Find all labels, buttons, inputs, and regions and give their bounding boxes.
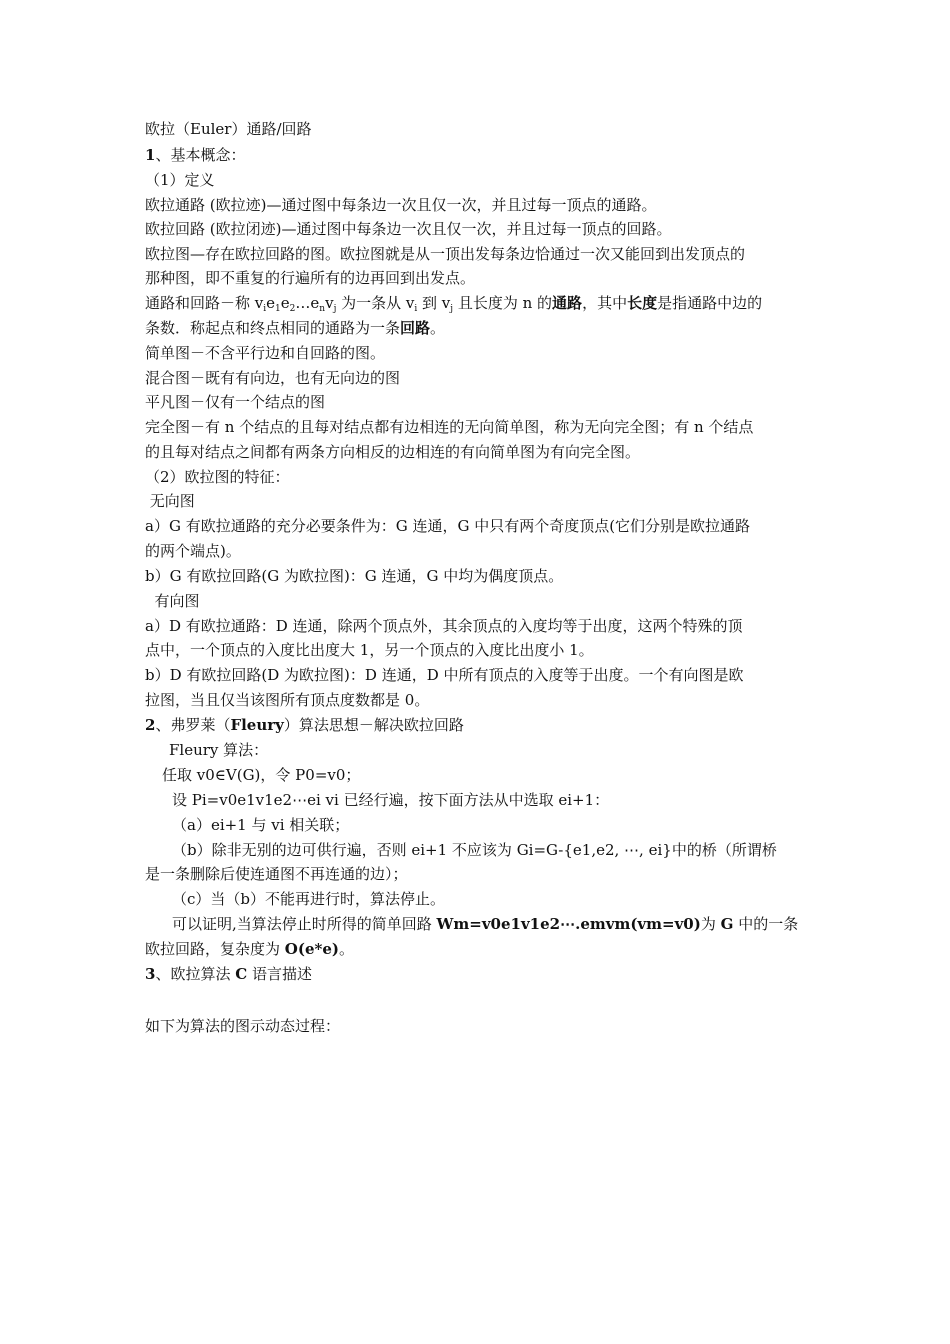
bold-term: 长度 xyxy=(627,294,658,312)
text-run: 通路和回路－称 v xyxy=(145,294,264,312)
def-complete-graph-line-1: 完全图－有 n 个结点的且每对结点都有边相连的无向简单图，称为无向完全图；有 n 个结点 xyxy=(145,418,754,436)
proof-line-1 xyxy=(172,914,837,934)
def-complete-graph-line-2: 的且每对结点之间都有两条方向相反的边相连的有向简单图为有向完全图。 xyxy=(145,443,641,461)
section-number: 2 xyxy=(145,716,156,734)
text-run: …e xyxy=(295,294,320,312)
text-run: 、弗罗莱（ xyxy=(155,716,231,734)
algorithm-step-a: （a）ei+1 与 vi 相关联； xyxy=(172,816,350,834)
text-run: 为一条从 v xyxy=(336,294,415,312)
text-run: 。 xyxy=(338,940,354,958)
figure-intro-text: 如下为算法的图示动态过程： xyxy=(145,1017,341,1035)
text-run: 到 v xyxy=(417,294,451,312)
directed-b-line-2: 拉图，当且仅当该图所有顶点度数都是 0。 xyxy=(145,691,430,709)
undirected-a-line-1: a）G 有欧拉通路的充分必要条件为：G 连通，G 中只有两个奇度顶点(它们分别是欧拉通路 xyxy=(145,517,751,535)
algorithm-step-0: 任取 v0∈V(G)，令 P0=v0； xyxy=(162,766,361,784)
text-run: ，其中 xyxy=(582,294,628,312)
text-run: 语言描述 xyxy=(247,965,312,983)
text-run: 。 xyxy=(430,319,446,337)
text-run: 、欧拉算法 xyxy=(155,965,236,983)
subscript: 2 xyxy=(289,304,296,314)
def-euler-path: 欧拉通路 (欧拉迹)—通过图中每条边一次且仅一次，并且过每一顶点的通路。 xyxy=(145,196,657,214)
undirected-b: b）G 有欧拉回路(G 为欧拉图)：G 连通，G 中均为偶度顶点。 xyxy=(145,567,564,585)
section-2-heading xyxy=(145,715,810,735)
text-run: 且长度为 n 的 xyxy=(453,294,553,312)
def-mixed-graph: 混合图－既有有向边，也有无向边的图 xyxy=(145,369,401,387)
algorithm-step-b-line-1: （b）除非无别的边可供行遍，否则 ei+1 不应该为 Gi=G-{e1,e2, ⋯, ei}中的桥（所谓桥 xyxy=(172,841,777,859)
bold-term: Fleury xyxy=(230,716,284,734)
text-run: e xyxy=(280,294,290,312)
def-walk-line-2 xyxy=(145,318,810,338)
text-run: 可以证明,当算法停止时所得的简单回路 xyxy=(172,915,437,933)
proof-line-2 xyxy=(145,939,810,959)
def-trivial-graph: 平凡图－仅有一个结点的图 xyxy=(145,393,326,411)
text-run: e xyxy=(266,294,276,312)
def-walk-line-1 xyxy=(145,293,810,313)
subscript: j xyxy=(333,304,337,314)
document-title: 欧拉（Euler）通路/回路 xyxy=(145,120,312,138)
text-run: 为 xyxy=(700,915,721,933)
text-run: 欧拉回路，复杂度为 xyxy=(145,940,285,958)
undirected-heading: 无向图 xyxy=(145,492,195,510)
subscript: j xyxy=(450,304,454,314)
bold-term: C xyxy=(235,965,248,983)
text-run: ）算法思想－解决欧拉回路 xyxy=(283,716,464,734)
section-1-heading xyxy=(145,145,810,165)
bold-term: O(e*e) xyxy=(284,940,339,958)
text-run: 是指通路中边的 xyxy=(657,294,763,312)
text-run: 中的一条 xyxy=(733,915,799,933)
subscript: 1 xyxy=(275,304,281,314)
algorithm-step-b-line-2: 是一条删除后使连通图不再连通的边）； xyxy=(145,865,408,883)
def-euler-graph-line-2: 那种图，即不重复的行遍所有的边再回到出发点。 xyxy=(145,269,476,287)
def-simple-graph: 简单图－不含平行边和自回路的图。 xyxy=(145,344,386,362)
section-number: 3 xyxy=(145,965,156,983)
undirected-a-line-2: 的两个端点)。 xyxy=(145,542,241,560)
algorithm-step-1: 设 Pi=v0e1v1e2⋯ei vi 已经行遍，按下面方法从中选取 ei+1： xyxy=(172,791,610,809)
directed-a-line-2: 点中，一个顶点的入度比出度大 1，另一个顶点的入度比出度小 1。 xyxy=(145,641,594,659)
bold-term: 通路 xyxy=(552,294,583,312)
section-title: 、基本概念： xyxy=(155,146,246,164)
def-euler-graph-line-1: 欧拉图—存在欧拉回路的图。欧拉图就是从一顶出发每条边恰通过一次又能回到出发顶点的 xyxy=(145,245,746,263)
fleury-algorithm-label: Fleury 算法： xyxy=(169,741,269,759)
directed-b-line-1: b）D 有欧拉回路(D 为欧拉图)：D 连通，D 中所有顶点的入度等于出度。一个有向图是欧 xyxy=(145,666,744,684)
bold-term: G xyxy=(720,915,734,933)
algorithm-step-c: （c）当（b）不能再进行时，算法停止。 xyxy=(172,890,446,908)
bold-term: Wm=v0e1v1e2⋯.emvm(vm=v0) xyxy=(436,915,701,933)
subscript: i xyxy=(263,304,267,314)
subscript: n xyxy=(319,304,326,314)
text-run: v xyxy=(325,294,334,312)
directed-heading: 有向图 xyxy=(145,592,200,610)
section-3-heading xyxy=(145,964,810,984)
section-number: 1 xyxy=(145,146,156,164)
text-run: 条数．称起点和终点相同的通路为一条 xyxy=(145,319,401,337)
subscript: i xyxy=(414,304,418,314)
def-euler-circuit: 欧拉回路 (欧拉闭迹)—通过图中每条边一次且仅一次，并且过每一顶点的回路。 xyxy=(145,220,672,238)
directed-a-line-1: a）D 有欧拉通路：D 连通，除两个顶点外，其余顶点的入度均等于出度，这两个特殊的顶 xyxy=(145,617,743,635)
subsection-characteristics: （2）欧拉图的特征： xyxy=(145,468,290,486)
bold-term: 回路 xyxy=(400,319,431,337)
subsection-definitions: （1）定义 xyxy=(145,171,215,189)
